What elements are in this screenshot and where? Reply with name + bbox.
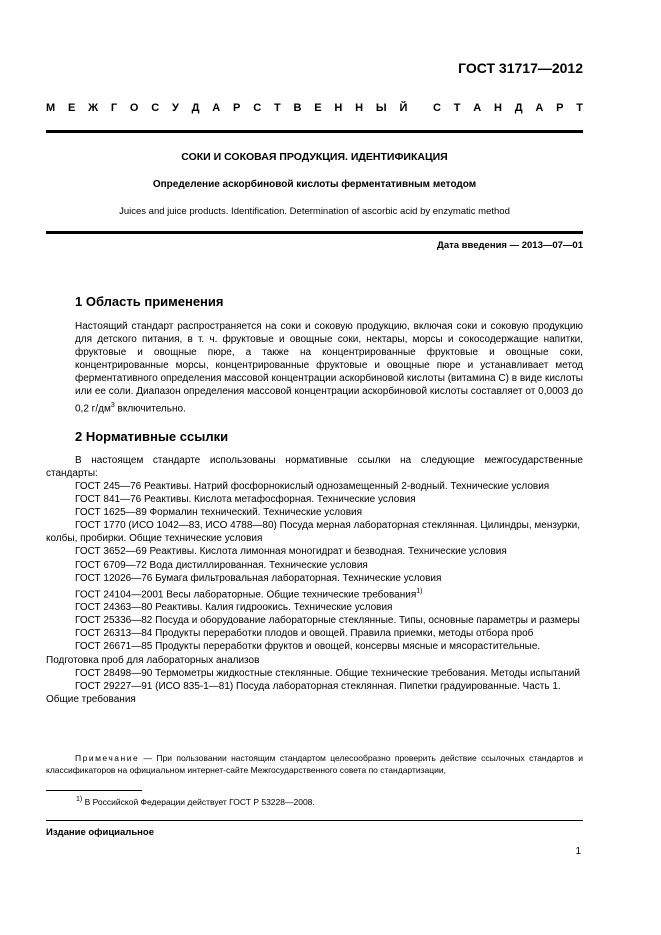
title-rule: [46, 231, 583, 234]
banner-letter: А: [212, 102, 221, 114]
reference-item: [46, 480, 583, 493]
reference-footnote-mark: 1): [416, 587, 423, 595]
banner-letter: Р: [556, 102, 564, 114]
note-paragraph: [46, 752, 583, 776]
reference-item: [46, 667, 583, 680]
banner-letter: Т: [273, 102, 281, 114]
reference-text: ГОСТ 3652—69 Реактивы. Кислота лимонная моногидрат и безводная. Технические условия: [75, 546, 507, 558]
banner-letter: О: [129, 102, 139, 114]
note-text: — При пользовании настоящим стандартом целесообразно проверить действие ссылочных стандартов и классификаторов на официальном интернет-сайте Межгосударственного совета по стандартизации,: [46, 753, 583, 775]
interstate-standard-banner: [46, 102, 583, 114]
banner-letter: Н: [355, 102, 364, 114]
reference-text: ГОСТ 1770 (ИСО 1042—83, ИСО 4788—80) Посуда мерная лабораторная стеклянная. Цилиндры, мензурки, колбы, пробирки. Общие технические условия: [46, 520, 581, 545]
standard-title: СОКИ И СОКОВАЯ ПРОДУКЦИЯ. ИДЕНТИФИКАЦИЯ: [181, 151, 448, 163]
edition-label: Издание официальное: [46, 827, 154, 838]
reference-text: ГОСТ 29227—91 (ИСО 835-1—81) Посуда лабораторная стеклянная. Пипетки градуированные. Часть 1. Общие требования: [46, 680, 561, 705]
section-2-intro: В настоящем стандарте использованы нормативные ссылки на следующие межгосударственные стандарты:: [46, 455, 583, 480]
reference-item: [46, 627, 583, 640]
reference-text: ГОСТ 24104—2001 Весы лабораторные. Общие технические требования: [75, 589, 417, 601]
reference-text: ГОСТ 841—76 Реактивы. Кислота метафосфорная. Технические условия: [75, 494, 416, 506]
reference-text: ГОСТ 12026—76 Бумага фильтровальная лабораторная. Технические условия: [75, 572, 442, 584]
banner-letter: С: [151, 102, 160, 114]
reference-text: ГОСТ 26671—85 Продукты переработки фруктов и овощей, консервы мясные и мясорастительные. Подготовка проб для лабораторных анализов: [46, 641, 541, 666]
reference-item: [46, 614, 583, 627]
banner-letter: В: [293, 102, 302, 114]
banner-letter: Р: [233, 102, 241, 114]
references-list: [46, 480, 583, 706]
reference-item: [46, 601, 583, 614]
banner-letter: Н: [334, 102, 343, 114]
banner-letter: Д: [191, 102, 200, 114]
banner-letter: А: [535, 102, 544, 114]
reference-item: [46, 493, 583, 506]
banner-letter: Ж: [88, 102, 99, 114]
reference-text: ГОСТ 28498—90 Термометры жидкостные стеклянные. Общие технические требования. Методы испытаний: [75, 667, 580, 679]
section-1-tail: включительно.: [114, 402, 186, 414]
reference-item: [46, 585, 583, 601]
footnote: [76, 796, 315, 807]
reference-item: [46, 572, 583, 585]
note-label: Примечание: [75, 753, 140, 763]
banner-letter: У: [172, 102, 179, 114]
footnote-separator: [46, 790, 142, 791]
section-2-heading: 2 Нормативные ссылки: [75, 429, 229, 444]
reference-text: ГОСТ 26313—84 Продукты переработки плодов и овощей. Правила приемки, методы отбора проб: [75, 628, 534, 640]
banner-letter: Е: [314, 102, 322, 114]
banner-letter: Е: [67, 102, 76, 114]
date-of-introduction: Дата введения — 2013—07—01: [437, 240, 583, 251]
section-1-heading: 1 Область применения: [75, 294, 224, 309]
banner-letter: Д: [514, 102, 523, 114]
footnote-text: В Российской Федерации действует ГОСТ Р 53228—2008.: [82, 796, 315, 807]
reference-item: [46, 519, 583, 545]
reference-item: [46, 640, 583, 666]
banner-letter: Н: [493, 102, 502, 114]
reference-item: [46, 506, 583, 519]
reference-item: [46, 680, 583, 706]
header-rule: [46, 130, 583, 133]
page-number: 1: [575, 846, 581, 857]
reference-item: [46, 545, 583, 558]
banner-letter: Г: [110, 102, 118, 114]
banner-letter: С: [253, 102, 262, 114]
section-1-text: [75, 320, 583, 415]
reference-text: ГОСТ 25336—82 Посуда и оборудование лабораторные стеклянные. Типы, основные параметры и размеры: [75, 615, 580, 627]
reference-text: ГОСТ 24363—80 Реактивы. Калия гидроокись. Технические условия: [75, 602, 393, 614]
banner-letter: Ы: [375, 102, 387, 114]
banner-letter: А: [473, 102, 482, 114]
banner-letter: С: [432, 102, 441, 114]
gost-number: ГОСТ 31717—2012: [458, 60, 583, 76]
banner-letter: Т: [576, 102, 583, 114]
edition-separator: [46, 820, 583, 821]
banner-letter: Т: [453, 102, 461, 114]
english-title: Juices and juice products. Identification. Determination of ascorbic acid by enzymatic method: [119, 206, 510, 217]
standard-subtitle: Определение аскорбиновой кислоты ферментативным методом: [152, 179, 477, 190]
banner-letter: М: [46, 102, 56, 114]
section-1-sup: 3: [110, 401, 115, 409]
reference-text: ГОСТ 245—76 Реактивы. Натрий фосфорнокислый однозамещенный 2-водный. Технические условия: [75, 481, 550, 492]
reference-text: ГОСТ 6709—72 Вода дистиллированная. Технические условия: [75, 559, 368, 571]
banner-letter: Й: [399, 102, 408, 114]
section-1-body: Настоящий стандарт распространяется на соки и соковую продукцию, включая соки и соковую продукцию для детского питания, в т. ч. фруктовые и овощные соки, нектары, морсы и сокосодержащие напитки, фруктовые и овощные пюре, а также на концентрированные фруктовые и овощные соки, концентрированные морсы, концентрированные фруктовые и овощные пюре и устанавливает метод ферментативного определения массовой концентрации аскорбиновой кислоты (витамина С) в виде кислоты или ее соли. Диапазон определения массовой концентрации аскорбиновой кислоты составляет от 0,0003 до 0,2 г/дм: [75, 321, 583, 414]
reference-item: [46, 559, 583, 572]
footnote-mark: 1): [76, 796, 83, 803]
reference-text: ГОСТ 1625—89 Формалин технический. Технические условия: [75, 507, 363, 519]
